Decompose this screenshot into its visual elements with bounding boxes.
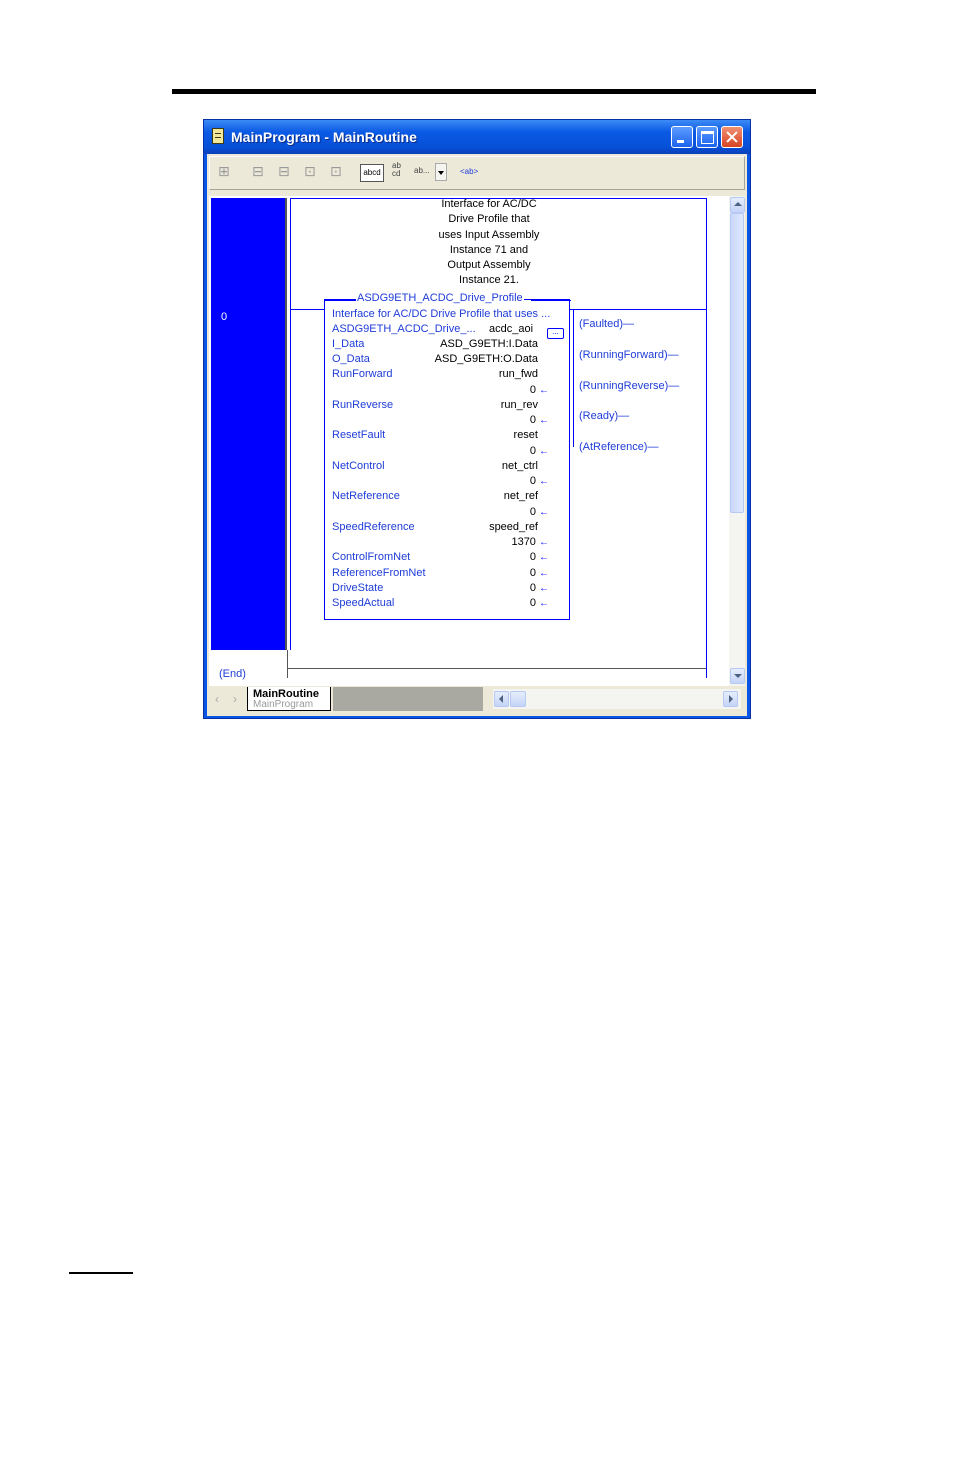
title-bar[interactable] (204, 120, 750, 154)
param-name: O_Data (332, 353, 370, 365)
aoi-top-right (531, 300, 571, 301)
param-value: 0 ← (529, 506, 549, 518)
param-name: ControlFromNet (332, 551, 411, 563)
param-name: ReferenceFromNet (332, 567, 426, 579)
horizontal-scrollbar[interactable] (493, 689, 741, 709)
coil-running-forward[interactable]: (RunningForward)— (579, 349, 679, 361)
tab-scroll-left-icon[interactable]: ‹ (215, 692, 219, 706)
param-name: ResetFault (332, 429, 386, 441)
tab-title: MainRoutine (253, 688, 319, 700)
page-top-rule (172, 89, 816, 94)
param-name: SpeedActual (332, 597, 395, 609)
description-options-button[interactable]: ab... (414, 166, 430, 175)
rung-output-wire (570, 309, 706, 310)
display-alias-button[interactable]: <ab> (460, 167, 479, 176)
add-rung-icon[interactable]: ⊞ (218, 163, 230, 179)
param-value: 0 ← (529, 475, 549, 487)
coil-at-reference[interactable]: (AtReference)— (579, 441, 659, 453)
comment-line: Output Assembly (447, 259, 531, 272)
horizontal-scroll-thumb[interactable] (510, 691, 526, 707)
end-rung-line (287, 668, 706, 669)
rung-input-wire (291, 309, 324, 310)
param-value: 1370 ← (511, 536, 549, 548)
param-tag[interactable]: run_fwd (498, 368, 538, 380)
param-name: DriveState (332, 582, 384, 594)
param-name: NetReference (332, 490, 400, 502)
xio-icon[interactable]: ⊡ (330, 163, 342, 179)
right-power-rail (706, 198, 707, 678)
left-power-rail (290, 198, 291, 650)
param-tag[interactable]: run_rev (500, 399, 538, 411)
aoi-instance-label: ASDG9ETH_ACDC_Drive_... (332, 323, 476, 335)
input-arrow-icon: ← (539, 537, 549, 548)
aoi-instruction-block[interactable] (324, 292, 570, 620)
input-arrow-icon: ← (539, 568, 549, 579)
tab-scroll-right-icon[interactable]: › (233, 692, 237, 706)
param-value: 0 ← (529, 445, 549, 457)
left-rail-shadow (285, 198, 287, 650)
param-name: RunForward (332, 368, 393, 380)
param-tag[interactable]: ASD_G9ETH:O.Data (434, 353, 538, 365)
vertical-scroll-thumb[interactable] (730, 213, 744, 513)
aoi-top-left (325, 300, 356, 301)
window-client (207, 154, 747, 716)
coil-faulted[interactable]: (Faulted)— (579, 318, 635, 330)
input-arrow-icon: ← (539, 507, 549, 518)
param-tag[interactable]: ASD_G9ETH:I.Data (440, 338, 538, 350)
maximize-button[interactable] (696, 126, 718, 148)
input-arrow-icon: ← (539, 552, 549, 563)
output-branch-wire (573, 309, 574, 447)
browse-logic-button[interactable]: ... (547, 328, 564, 339)
footnote-rule (69, 1272, 133, 1274)
param-tag[interactable]: net_ctrl (501, 460, 538, 472)
xic-icon[interactable]: ⊡ (304, 163, 316, 179)
scroll-right-button[interactable] (723, 691, 738, 707)
end-rung-label[interactable]: (End) (219, 668, 246, 680)
window-title: MainProgram - MainRoutine (231, 129, 417, 145)
tab-strip-empty (333, 687, 483, 711)
rung-margin[interactable] (211, 198, 285, 650)
comment-line: Interface for AC/DC (441, 198, 537, 210)
comment-line: Instance 71 and (449, 243, 529, 256)
param-name: I_Data (332, 338, 365, 350)
scroll-up-button[interactable] (730, 197, 745, 213)
param-value: 0 ← (529, 384, 549, 396)
scroll-down-button[interactable] (730, 668, 745, 684)
ladder-editor[interactable] (209, 196, 745, 686)
input-arrow-icon: ← (539, 583, 549, 594)
tab-subtitle: MainProgram (253, 699, 314, 710)
ladder-toolbar (209, 156, 745, 190)
comment-line: Instance 21. (459, 274, 519, 287)
param-tag[interactable]: reset (513, 429, 538, 441)
description-dropdown[interactable] (435, 163, 447, 181)
add-branch-icon[interactable]: ⊟ (252, 163, 264, 179)
input-arrow-icon: ← (539, 598, 549, 609)
rung-comment[interactable] (369, 197, 609, 289)
param-value: 0 ← (529, 567, 549, 579)
scroll-left-button[interactable] (494, 691, 509, 707)
aoi-description: Interface for AC/DC Drive Profile that uses ... (332, 308, 551, 320)
param-value: 0 ← (529, 551, 549, 563)
param-value: 0 ← (529, 597, 549, 609)
routine-icon (212, 128, 224, 144)
routine-tab-bar (209, 686, 745, 714)
display-tag-description-button[interactable]: abcd (360, 164, 384, 182)
param-name: SpeedReference (332, 521, 415, 533)
input-arrow-icon: ← (539, 385, 549, 396)
param-tag[interactable]: net_ref (503, 490, 538, 502)
param-tag[interactable]: speed_ref (489, 521, 538, 533)
comment-line: Drive Profile that (448, 213, 530, 226)
input-arrow-icon: ← (539, 415, 549, 426)
tab-mainroutine[interactable] (247, 687, 331, 711)
aoi-instance-tag[interactable]: acdc_aoi (489, 323, 534, 335)
param-name: NetControl (332, 460, 385, 472)
param-name: RunReverse (332, 399, 394, 411)
coil-ready[interactable]: (Ready)— (579, 410, 630, 422)
minimize-button[interactable] (671, 126, 693, 148)
end-rung-left (287, 650, 288, 678)
ladder-editor-window (203, 119, 751, 719)
display-operand-description-button[interactable]: ab cd (392, 161, 401, 178)
input-arrow-icon: ← (539, 446, 549, 457)
rung-number: 0 (221, 311, 228, 323)
param-value: 0 ← (529, 414, 549, 426)
input-arrow-icon: ← (539, 476, 549, 487)
close-button[interactable] (721, 126, 743, 148)
param-value: 0 ← (529, 582, 549, 594)
add-branch-level-icon[interactable]: ⊟ (278, 163, 290, 179)
aoi-instruction-name: ASDG9ETH_ACDC_Drive_Profile (357, 292, 523, 304)
comment-line: uses Input Assembly (438, 228, 540, 241)
coil-running-reverse[interactable]: (RunningReverse)— (579, 380, 680, 392)
vertical-scrollbar[interactable] (729, 196, 745, 686)
